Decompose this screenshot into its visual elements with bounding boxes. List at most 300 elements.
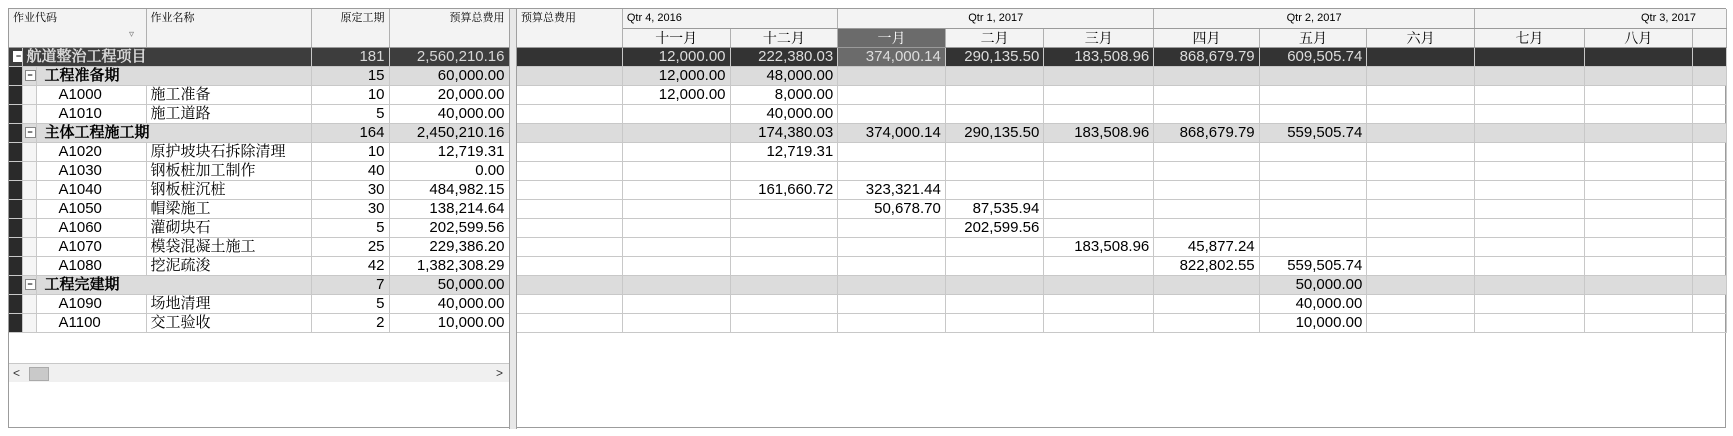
monthly-cost-cell[interactable]: [945, 275, 1043, 294]
monthly-cost-cell[interactable]: 12,000.00: [622, 66, 730, 85]
quarter-header: Qtr 3, 2017: [1474, 9, 1726, 28]
monthly-cost-cell[interactable]: [1367, 313, 1475, 332]
monthly-cost-cell[interactable]: [838, 66, 946, 85]
activity-row[interactable]: [9, 85, 509, 104]
monthly-cost-cell[interactable]: [1584, 199, 1692, 218]
monthly-cost-cell[interactable]: [1154, 161, 1259, 180]
overflow-cell: [1692, 161, 1726, 180]
monthly-cost-cell[interactable]: [622, 123, 730, 142]
monthly-cost-cell[interactable]: 222,380.03: [730, 47, 838, 66]
monthly-cost-cell[interactable]: 868,679.79: [1154, 123, 1259, 142]
monthly-cost-cell[interactable]: [945, 104, 1043, 123]
monthly-cost-cell[interactable]: [730, 161, 838, 180]
monthly-cost-cell[interactable]: [1367, 142, 1475, 161]
collapse-icon[interactable]: −: [25, 70, 36, 81]
monthly-cost-cell[interactable]: [1474, 161, 1584, 180]
activity-row[interactable]: [9, 218, 509, 237]
month-header: 五月: [1259, 28, 1367, 47]
monthly-cost-cell[interactable]: [1259, 66, 1367, 85]
monthly-cost-cell[interactable]: [1474, 180, 1584, 199]
budgeted-total-cost: 0.00: [389, 161, 509, 180]
overflow-cell: [1692, 66, 1726, 85]
monthly-cost-cell[interactable]: [1584, 313, 1692, 332]
original-duration: 40: [311, 161, 389, 180]
activity-code: A1020: [36, 142, 146, 161]
monthly-cost-cell[interactable]: [1584, 294, 1692, 313]
activity-row[interactable]: [9, 199, 509, 218]
activity-code: A1060: [36, 218, 146, 237]
header-budgeted-total-cost[interactable]: 预算总费用: [389, 9, 509, 47]
cost-row[interactable]: [517, 47, 1727, 66]
monthly-cost-cell[interactable]: [1584, 256, 1692, 275]
row-label-cell: [517, 85, 622, 104]
project-row[interactable]: [9, 47, 509, 66]
activity-name: 施工道路: [146, 104, 311, 123]
monthly-cost-cell[interactable]: [1584, 47, 1692, 66]
overflow-cell: [1692, 123, 1726, 142]
monthly-cost-cell[interactable]: [1367, 66, 1475, 85]
tree-indent: [9, 218, 22, 237]
tree-indent: [9, 313, 22, 332]
monthly-cost-cell[interactable]: [945, 161, 1043, 180]
month-header: 十一月: [622, 28, 730, 47]
wbs-group-row[interactable]: [9, 123, 509, 142]
monthly-cost-cell[interactable]: [945, 256, 1043, 275]
monthly-cost-cell[interactable]: 559,505.74: [1259, 256, 1367, 275]
monthly-cost-cell[interactable]: [1044, 256, 1154, 275]
monthly-cost-cell[interactable]: [622, 218, 730, 237]
row-label-cell: [517, 218, 622, 237]
tree-indent: [9, 66, 22, 85]
monthly-cost-cell[interactable]: [1044, 161, 1154, 180]
monthly-cost-cell[interactable]: [1154, 275, 1259, 294]
activity-row[interactable]: [9, 256, 509, 275]
monthly-cost-cell[interactable]: [1044, 142, 1154, 161]
monthly-cost-cell[interactable]: 48,000.00: [730, 66, 838, 85]
scroll-thumb[interactable]: [29, 367, 49, 381]
monthly-cost-cell[interactable]: [1367, 161, 1475, 180]
monthly-cost-cell[interactable]: [1259, 161, 1367, 180]
row-label-cell: [517, 180, 622, 199]
cost-row[interactable]: [517, 237, 1727, 256]
monthly-cost-cell[interactable]: 609,505.74: [1259, 47, 1367, 66]
monthly-cost-cell[interactable]: [1259, 142, 1367, 161]
budgeted-total-cost: 2,560,210.16: [389, 47, 509, 66]
monthly-cost-cell[interactable]: 374,000.14: [838, 47, 946, 66]
cost-row[interactable]: [517, 123, 1727, 142]
monthly-cost-cell[interactable]: [622, 199, 730, 218]
monthly-cost-cell[interactable]: [1154, 294, 1259, 313]
original-duration: 10: [311, 142, 389, 161]
original-duration: 10: [311, 85, 389, 104]
monthly-cost-cell[interactable]: [622, 256, 730, 275]
monthly-cost-cell[interactable]: [622, 294, 730, 313]
monthly-cost-cell[interactable]: 868,679.79: [1154, 47, 1259, 66]
collapse-icon[interactable]: −: [25, 127, 36, 138]
cost-row[interactable]: [517, 294, 1727, 313]
monthly-cost-cell[interactable]: [1367, 47, 1475, 66]
monthly-cost-cell[interactable]: [1584, 237, 1692, 256]
monthly-cost-cell[interactable]: [1474, 218, 1584, 237]
monthly-cost-cell[interactable]: [1259, 104, 1367, 123]
monthly-cost-cell[interactable]: [1044, 180, 1154, 199]
budgeted-total-cost: 138,214.64: [389, 199, 509, 218]
tree-indent: [22, 161, 36, 180]
monthly-cost-cell[interactable]: [1584, 104, 1692, 123]
cost-row[interactable]: [517, 142, 1727, 161]
monthly-cost-cell[interactable]: [730, 256, 838, 275]
tree-indent: [22, 294, 36, 313]
tree-indent: [22, 142, 36, 161]
budgeted-total-cost: 202,599.56: [389, 218, 509, 237]
row-label-cell: [517, 237, 622, 256]
month-header: 二月: [945, 28, 1043, 47]
row-label-cell: [517, 294, 622, 313]
monthly-cost-cell[interactable]: 374,000.14: [838, 123, 946, 142]
monthly-cost-cell[interactable]: [1474, 47, 1584, 66]
tree-indent: [22, 313, 36, 332]
collapse-icon[interactable]: −: [25, 279, 36, 290]
activity-name: 交工验收: [146, 313, 311, 332]
monthly-cost-cell[interactable]: [1259, 180, 1367, 199]
monthly-cost-cell[interactable]: [838, 313, 946, 332]
activity-row[interactable]: [9, 180, 509, 199]
monthly-cost-cell[interactable]: 161,660.72: [730, 180, 838, 199]
monthly-cost-cell[interactable]: [838, 275, 946, 294]
overflow-cell: [1692, 85, 1726, 104]
monthly-cost-cell[interactable]: [1259, 218, 1367, 237]
row-label-cell: [517, 123, 622, 142]
monthly-cost-cell[interactable]: [1584, 180, 1692, 199]
tree-indent: [9, 142, 22, 161]
monthly-cost-cell[interactable]: 12,719.31: [730, 142, 838, 161]
tree-indent: [9, 104, 22, 123]
monthly-cost-cell[interactable]: [1044, 85, 1154, 104]
monthly-cost-cell[interactable]: 174,380.03: [730, 123, 838, 142]
header-budgeted-cost-label[interactable]: 预算总费用: [517, 9, 622, 47]
monthly-cost-cell[interactable]: [838, 294, 946, 313]
budgeted-total-cost: 60,000.00: [389, 66, 509, 85]
original-duration: 7: [311, 275, 389, 294]
overflow-cell: [1692, 294, 1726, 313]
expand-toggle[interactable]: [22, 123, 36, 142]
monthly-cost-cell[interactable]: [1367, 123, 1475, 142]
monthly-cost-cell[interactable]: [1584, 142, 1692, 161]
budgeted-total-cost: 229,386.20: [389, 237, 509, 256]
activity-row[interactable]: [9, 313, 509, 332]
monthly-cost-cell[interactable]: [1154, 142, 1259, 161]
monthly-cost-cell[interactable]: [622, 180, 730, 199]
activity-name: 施工准备: [146, 85, 311, 104]
monthly-cost-cell[interactable]: [838, 256, 946, 275]
monthly-cost-cell[interactable]: [1474, 294, 1584, 313]
monthly-cost-cell[interactable]: [1474, 66, 1584, 85]
monthly-cost-cell[interactable]: 45,877.24: [1154, 237, 1259, 256]
monthly-cost-cell[interactable]: 10,000.00: [1259, 313, 1367, 332]
budgeted-total-cost: 20,000.00: [389, 85, 509, 104]
month-header: 四月: [1154, 28, 1259, 47]
tree-indent: [9, 180, 22, 199]
overflow-cell: [1692, 256, 1726, 275]
monthly-cost-cell[interactable]: [622, 104, 730, 123]
tree-indent: [9, 161, 22, 180]
overflow-cell: [1692, 218, 1726, 237]
header-activity-code[interactable]: 作业代码: [9, 9, 146, 47]
cost-row[interactable]: [517, 275, 1727, 294]
month-header: 一月: [838, 28, 946, 47]
monthly-cost-cell[interactable]: [1154, 180, 1259, 199]
monthly-cost-cell[interactable]: [1044, 104, 1154, 123]
tree-indent: [22, 85, 36, 104]
cost-row[interactable]: [517, 218, 1727, 237]
monthly-cost-cell[interactable]: [1367, 256, 1475, 275]
quarter-header: Qtr 4, 2016: [622, 9, 837, 28]
tree-indent: [22, 218, 36, 237]
monthly-cost-cell[interactable]: [1154, 218, 1259, 237]
activity-name: 钢板桩沉桩: [146, 180, 311, 199]
original-duration: 30: [311, 199, 389, 218]
monthly-cost-cell[interactable]: [1584, 66, 1692, 85]
cost-row[interactable]: [517, 313, 1727, 332]
monthly-cost-cell[interactable]: [1044, 275, 1154, 294]
activity-name: 挖泥疏浚: [146, 256, 311, 275]
monthly-cost-cell[interactable]: 12,000.00: [622, 47, 730, 66]
monthly-cost-cell[interactable]: [730, 218, 838, 237]
scroll-right-button[interactable]: >: [495, 366, 503, 380]
activity-code: A1100: [36, 313, 146, 332]
monthly-cost-cell[interactable]: 822,802.55: [1154, 256, 1259, 275]
month-header: 八月: [1584, 28, 1692, 47]
cost-row[interactable]: [517, 85, 1727, 104]
overflow-cell: [1692, 142, 1726, 161]
activity-name: 灌砌块石: [146, 218, 311, 237]
monthly-cost-cell[interactable]: [945, 237, 1043, 256]
activity-row[interactable]: [9, 161, 509, 180]
monthly-cost-cell[interactable]: [1367, 180, 1475, 199]
activity-code: A1040: [36, 180, 146, 199]
cost-row[interactable]: [517, 256, 1727, 275]
monthly-cost-cell[interactable]: [1474, 275, 1584, 294]
original-duration: 5: [311, 294, 389, 313]
month-header: 三月: [1044, 28, 1154, 47]
monthly-cost-cell[interactable]: 87,535.94: [945, 199, 1043, 218]
cost-row[interactable]: [517, 161, 1727, 180]
project-name: 航道整治工程项目: [22, 47, 311, 66]
monthly-cost-cell[interactable]: [730, 313, 838, 332]
monthly-cost-cell[interactable]: [1154, 85, 1259, 104]
monthly-cost-cell[interactable]: [838, 237, 946, 256]
monthly-cost-cell[interactable]: [1474, 313, 1584, 332]
monthly-cost-cell[interactable]: [1154, 104, 1259, 123]
wbs-name: 工程准备期: [36, 66, 311, 85]
monthly-cost-cell[interactable]: [1367, 237, 1475, 256]
monthly-cost-cell[interactable]: [945, 66, 1043, 85]
monthly-cost-cell[interactable]: [622, 275, 730, 294]
activity-code: A1000: [36, 85, 146, 104]
horizontal-scrollbar[interactable]: [9, 363, 509, 382]
filter-icon[interactable]: ▿: [129, 29, 135, 40]
overflow-cell: [1692, 104, 1726, 123]
activity-code: A1090: [36, 294, 146, 313]
activity-code: A1080: [36, 256, 146, 275]
monthly-cost-cell[interactable]: [945, 180, 1043, 199]
monthly-cost-cell[interactable]: [1584, 218, 1692, 237]
row-label-cell: [517, 104, 622, 123]
overflow-cell: [1692, 275, 1726, 294]
monthly-cost-cell[interactable]: 50,000.00: [1259, 275, 1367, 294]
budgeted-total-cost: 40,000.00: [389, 294, 509, 313]
monthly-cost-cell[interactable]: [1474, 85, 1584, 104]
monthly-cost-cell[interactable]: [1044, 313, 1154, 332]
expand-toggle[interactable]: [22, 275, 36, 294]
monthly-cost-cell[interactable]: [1474, 237, 1584, 256]
monthly-cost-cell[interactable]: [1367, 294, 1475, 313]
monthly-cost-cell[interactable]: [1584, 85, 1692, 104]
monthly-cost-cell[interactable]: [838, 142, 946, 161]
quarter-header: Qtr 2, 2017: [1154, 9, 1475, 28]
monthly-cost-cell[interactable]: [1367, 85, 1475, 104]
monthly-cost-cell[interactable]: [1154, 66, 1259, 85]
monthly-cost-cell[interactable]: [838, 218, 946, 237]
monthly-cost-cell[interactable]: [622, 142, 730, 161]
tree-indent: [9, 294, 22, 313]
monthly-cost-cell[interactable]: [838, 85, 946, 104]
monthly-cost-cell[interactable]: [945, 85, 1043, 104]
wbs-group-row[interactable]: [9, 275, 509, 294]
original-duration: 30: [311, 180, 389, 199]
time-phased-cost-table: [517, 9, 1727, 333]
quarter-header: Qtr 1, 2017: [838, 9, 1154, 28]
monthly-cost-cell[interactable]: 290,135.50: [945, 47, 1043, 66]
monthly-cost-cell[interactable]: [730, 294, 838, 313]
monthly-cost-cell[interactable]: [1154, 199, 1259, 218]
monthly-cost-cell[interactable]: [838, 104, 946, 123]
monthly-cost-cell[interactable]: [1259, 237, 1367, 256]
wbs-group-row[interactable]: [9, 66, 509, 85]
monthly-cost-cell[interactable]: [1367, 275, 1475, 294]
budgeted-total-cost: 484,982.15: [389, 180, 509, 199]
monthly-cost-cell[interactable]: [1474, 199, 1584, 218]
monthly-cost-cell[interactable]: [730, 275, 838, 294]
cost-row[interactable]: [517, 104, 1727, 123]
original-duration: 2: [311, 313, 389, 332]
monthly-cost-cell[interactable]: [1367, 104, 1475, 123]
pane-splitter[interactable]: [509, 9, 517, 429]
activity-name: 钢板桩加工制作: [146, 161, 311, 180]
monthly-cost-cell[interactable]: [1584, 161, 1692, 180]
activity-code: A1050: [36, 199, 146, 218]
wbs-name: 工程完建期: [36, 275, 311, 294]
monthly-cost-cell[interactable]: 8,000.00: [730, 85, 838, 104]
monthly-cost-cell[interactable]: 290,135.50: [945, 123, 1043, 142]
activity-row[interactable]: [9, 104, 509, 123]
cost-row[interactable]: [517, 199, 1727, 218]
activity-table: [9, 9, 510, 333]
monthly-cost-cell[interactable]: [1367, 218, 1475, 237]
monthly-cost-cell[interactable]: [1584, 123, 1692, 142]
activity-usage-spreadsheet: [8, 8, 1726, 428]
monthly-cost-cell[interactable]: 50,678.70: [838, 199, 946, 218]
monthly-cost-cell[interactable]: [1044, 199, 1154, 218]
monthly-cost-cell[interactable]: 323,321.44: [838, 180, 946, 199]
expand-toggle[interactable]: [9, 47, 22, 66]
month-header: 十二月: [730, 28, 838, 47]
overflow-cell: [1692, 47, 1726, 66]
row-label-cell: [517, 47, 622, 66]
monthly-cost-cell[interactable]: [622, 161, 730, 180]
monthly-cost-cell[interactable]: 559,505.74: [1259, 123, 1367, 142]
activity-name: 模袋混凝土施工: [146, 237, 311, 256]
monthly-cost-cell[interactable]: [945, 313, 1043, 332]
month-header-overflow: [1692, 28, 1726, 47]
activity-code: A1070: [36, 237, 146, 256]
monthly-cost-cell[interactable]: [730, 199, 838, 218]
monthly-cost-cell[interactable]: [622, 237, 730, 256]
scroll-left-button[interactable]: <: [13, 366, 21, 380]
monthly-cost-cell[interactable]: [838, 161, 946, 180]
monthly-cost-cell[interactable]: 183,508.96: [1044, 47, 1154, 66]
monthly-cost-cell[interactable]: [1044, 294, 1154, 313]
activity-row[interactable]: [9, 142, 509, 161]
monthly-cost-cell[interactable]: [1474, 256, 1584, 275]
monthly-cost-cell[interactable]: [1044, 66, 1154, 85]
expand-toggle[interactable]: [22, 66, 36, 85]
monthly-cost-cell[interactable]: [1474, 123, 1584, 142]
monthly-cost-cell[interactable]: 183,508.96: [1044, 123, 1154, 142]
header-activity-name[interactable]: 作业名称: [146, 9, 311, 47]
overflow-cell: [1692, 199, 1726, 218]
monthly-cost-cell[interactable]: [1474, 104, 1584, 123]
activity-row[interactable]: [9, 237, 509, 256]
original-duration: 181: [311, 47, 389, 66]
overflow-cell: [1692, 313, 1726, 332]
row-label-cell: [517, 256, 622, 275]
cost-row[interactable]: [517, 180, 1727, 199]
header-original-duration[interactable]: 原定工期: [311, 9, 389, 47]
monthly-cost-cell[interactable]: [1044, 218, 1154, 237]
monthly-cost-cell[interactable]: [730, 237, 838, 256]
monthly-cost-cell[interactable]: 183,508.96: [1044, 237, 1154, 256]
monthly-cost-cell[interactable]: [1584, 275, 1692, 294]
month-header: 六月: [1367, 28, 1475, 47]
monthly-cost-cell[interactable]: [1259, 85, 1367, 104]
monthly-cost-cell[interactable]: [622, 313, 730, 332]
monthly-cost-cell[interactable]: 12,000.00: [622, 85, 730, 104]
tree-indent: [22, 199, 36, 218]
tree-indent: [9, 237, 22, 256]
monthly-cost-cell[interactable]: [1474, 142, 1584, 161]
monthly-cost-cell[interactable]: 202,599.56: [945, 218, 1043, 237]
monthly-cost-cell[interactable]: [945, 294, 1043, 313]
activity-name: 场地清理: [146, 294, 311, 313]
activity-row[interactable]: [9, 294, 509, 313]
monthly-cost-cell[interactable]: 40,000.00: [1259, 294, 1367, 313]
row-label-cell: [517, 66, 622, 85]
row-label-cell: [517, 275, 622, 294]
monthly-cost-cell[interactable]: [1154, 313, 1259, 332]
budgeted-total-cost: 10,000.00: [389, 313, 509, 332]
monthly-cost-cell[interactable]: [1367, 199, 1475, 218]
collapse-icon[interactable]: −: [13, 51, 22, 62]
tree-indent: [22, 104, 36, 123]
monthly-cost-cell[interactable]: [1259, 199, 1367, 218]
original-duration: 42: [311, 256, 389, 275]
tree-indent: [9, 123, 22, 142]
budgeted-total-cost: 1,382,308.29: [389, 256, 509, 275]
monthly-cost-cell[interactable]: [945, 142, 1043, 161]
monthly-cost-cell[interactable]: 40,000.00: [730, 104, 838, 123]
cost-row[interactable]: [517, 66, 1727, 85]
